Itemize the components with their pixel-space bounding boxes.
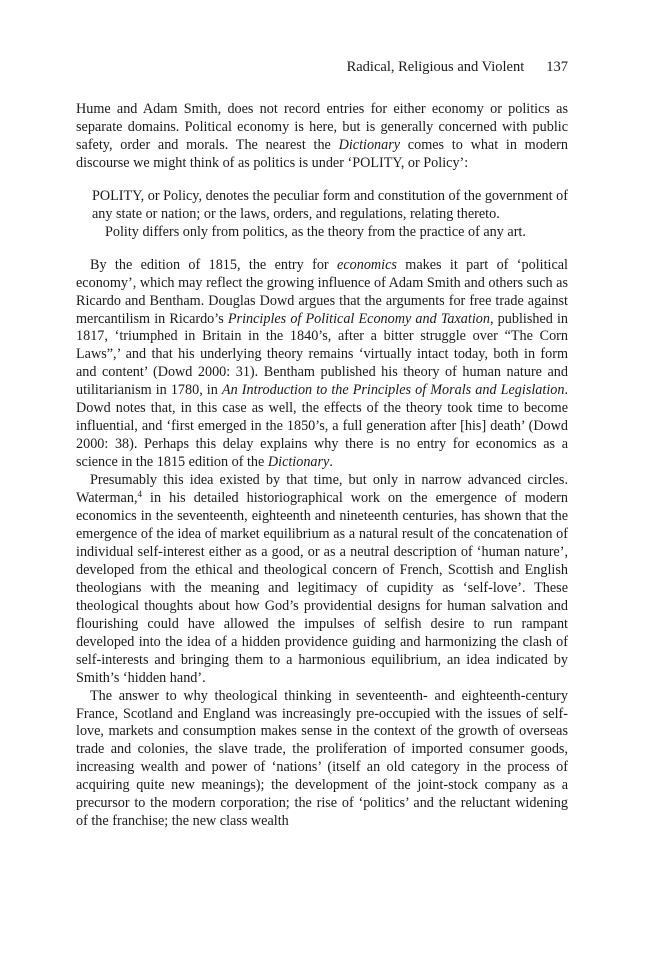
italic-title: Dictionary xyxy=(267,454,330,471)
text-run: comes to what in modern discourse we might think of as politics is under ‘POLITY, or Policy’: xyxy=(76,136,569,171)
text-run: Hume and Adam Smith, does not record entries for either economy or politics as separate domains. Political economy is here, but is generally concerned with public safety, order and morals. The nearest the xyxy=(76,101,568,153)
quote-line-1: POLITY, or Policy, denotes the peculiar form and constitution of the government of any state or nation; or the laws, orders, and regulations, relating thereto. xyxy=(92,187,568,222)
page-number: 137 xyxy=(546,59,568,75)
paragraph-3 xyxy=(76,472,568,687)
text-run: Presumably this idea existed by that time, but only in narrow advanced circles. Waterman, xyxy=(76,472,568,507)
paragraph-1 xyxy=(76,101,568,173)
text-run: in his detailed historiographical work on the emergence of modern economics in the seventeenth, eighteenth and nineteenth centuries, has shown that the emergence of the idea of market equilibrium as a natural result of the concatenation of individual self-interest either as a good, or as a neutral description of ‘human nature’, developed from the ethical and theological concern of French, Scottish and English theologians with the meaning and legitimacy of cupidity as ‘self-love’. These theological thoughts about how God’s providential designs for human salvation and flourishing could have allowed the impulses of selfish desire to run rampant developed into the idea of a hidden providence guiding and harmonizing the clash of self-interests and bringing them to a harmonious equilibrium, an idea indicated by Smith’s ‘hidden hand’. xyxy=(76,490,568,686)
text-run: . Dowd notes that, in this case as well, the effects of the theory took time to become influential, and ‘first emerged in the 1850’s, a full generation after [his] death’ (Dowd 2000: 38). Perhaps this delay explains why there is no entry for economics as a science in the 1815 edition of the xyxy=(76,382,568,471)
running-head xyxy=(347,58,568,76)
text-run: The answer to why theological thinking in seventeenth- and eighteenth-century France, Scotland and England was increasingly pre-occupied with the issues of self-love, markets and consumption makes sense in the context of the growth of overseas trade and colonies, the slave trade, the proliferation of imported consumer goods, increasing wealth and power of ‘nations’ (itself an old category in the process of acquiring quite new meanings); the development of the joint-stock company as a precursor to the modern corporation; the rise of ‘politics’ and the reluctant widening of the franchise; the new class wealth xyxy=(76,687,568,830)
italic-term: economics xyxy=(337,256,397,273)
paragraph-2 xyxy=(76,257,568,472)
text-run: By the edition of 1815, the entry for xyxy=(90,256,338,273)
footnote-marker[interactable]: 4 xyxy=(137,489,142,500)
text-run: . xyxy=(329,454,333,471)
paragraph-4 xyxy=(76,688,568,832)
italic-title: Principles of Political Economy and Taxation xyxy=(227,310,490,327)
italic-title: An Introduction to the Principles of Morals and Legislation xyxy=(221,382,565,399)
body-text xyxy=(76,101,568,831)
italic-title: Dictionary xyxy=(338,136,401,153)
running-title: Radical, Religious and Violent xyxy=(346,59,525,75)
block-quote xyxy=(92,188,568,242)
text-run: makes it part of ‘political economy’, which may reflect the growing influence of Adam Smith and others such as Ricardo and Bentham. Douglas Dowd argues that the arguments for free trade against mercantilism in Ricardo’s xyxy=(76,256,568,327)
text-run: , published in 1817, ‘triumphed in Britain in the 1840’s, after a bitter struggle over “The Corn Laws”,’ and that his underlying theory remains ‘virtually intact today, both in form and content’ (Dowd 2000: 31). Bentham published his theory of human nature and utilitarianism in 1780, in xyxy=(76,310,569,399)
quote-line-2: Polity differs only from politics, as the theory from the practice of any art. xyxy=(105,223,526,240)
